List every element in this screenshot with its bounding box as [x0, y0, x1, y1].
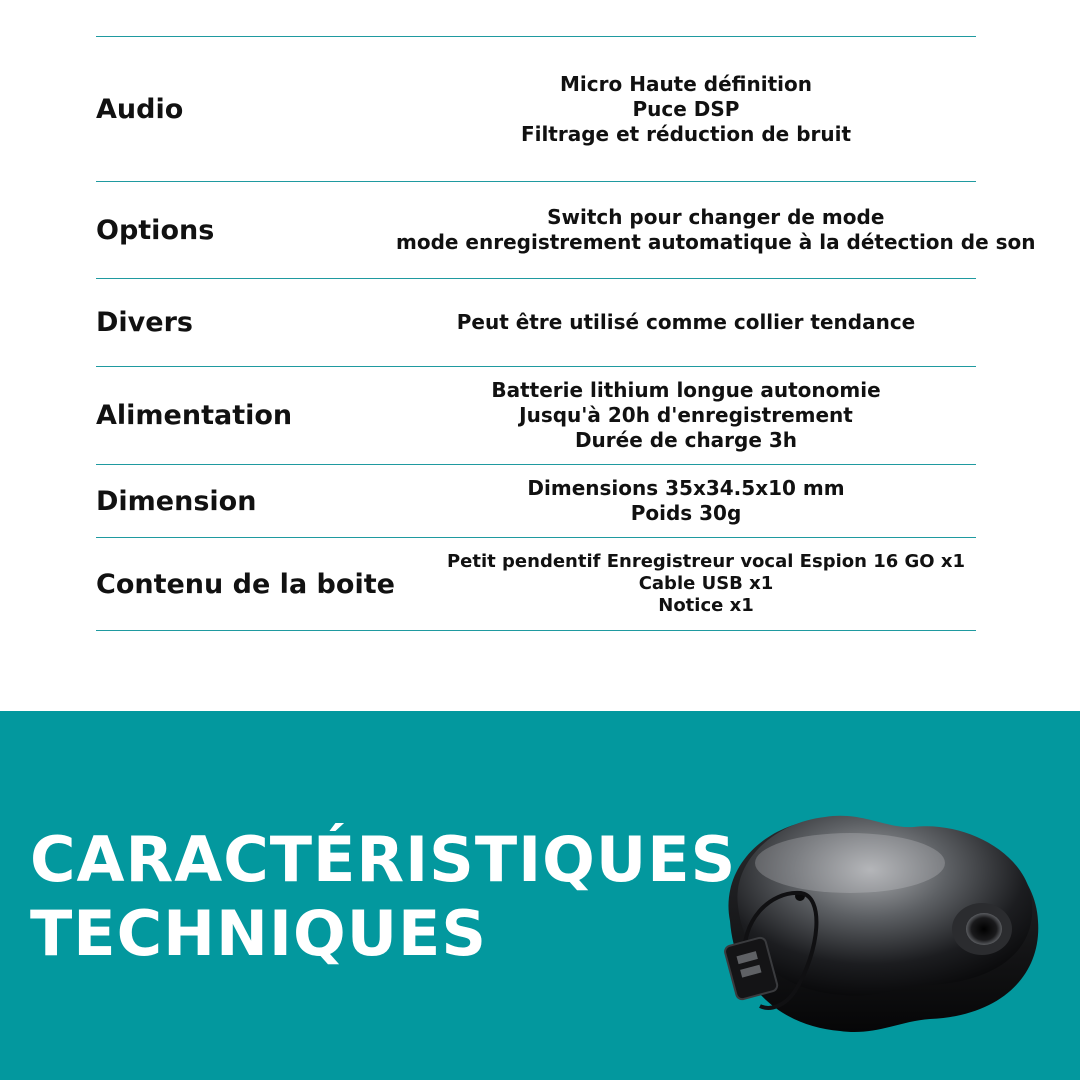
spec-row-options	[96, 181, 1036, 278]
spec-value: Batterie lithium longue autonomie	[491, 378, 881, 402]
spec-value: Jusqu'à 20h d'enregistrement	[519, 403, 853, 427]
spec-row-divers	[96, 278, 976, 366]
spec-value: Filtrage et réduction de bruit	[520, 121, 852, 146]
spec-values	[396, 72, 976, 147]
spec-value: Petit pendentif Enregistreur vocal Espion 16 GO x1	[446, 551, 965, 572]
spec-value: Switch pour changer de mode	[547, 205, 885, 229]
spec-value: Micro Haute définition	[560, 71, 812, 96]
title-banner	[0, 711, 1080, 1080]
spec-label: Dimension	[96, 485, 257, 517]
spec-values	[396, 378, 976, 453]
spec-row-audio	[96, 36, 976, 181]
pendant-recorder-image	[700, 801, 1050, 1041]
spec-value: Durée de charge 3h	[574, 428, 798, 452]
spec-label: Audio	[96, 93, 184, 125]
banner-title-line: CARACTÉRISTIQUES	[30, 823, 737, 896]
spec-row-dimension	[96, 464, 976, 537]
spec-value: Notice x1	[658, 595, 754, 616]
spec-table	[96, 36, 1036, 631]
spec-values	[396, 551, 976, 617]
spec-value: mode enregistrement automatique à la détection de son	[396, 230, 1036, 254]
spec-value: Puce DSP	[632, 96, 740, 121]
banner-title-line: TECHNIQUES	[30, 897, 488, 970]
spec-label: Alimentation	[96, 400, 293, 431]
spec-row-alimentation	[96, 366, 976, 464]
spec-values	[396, 476, 976, 526]
spec-value: Poids 30g	[630, 501, 742, 525]
spec-row-contenu	[96, 537, 976, 631]
spec-label: Options	[96, 214, 215, 246]
spec-values	[396, 205, 1035, 255]
spec-value: Peut être utilisé comme collier tendance	[456, 310, 916, 334]
spec-value: Dimensions 35x34.5x10 mm	[527, 476, 845, 500]
spec-label: Contenu de la boite	[96, 568, 395, 600]
spec-value: Cable USB x1	[638, 573, 774, 594]
banner-title	[30, 823, 736, 971]
spec-label: Divers	[96, 307, 193, 338]
spec-values	[396, 310, 976, 335]
